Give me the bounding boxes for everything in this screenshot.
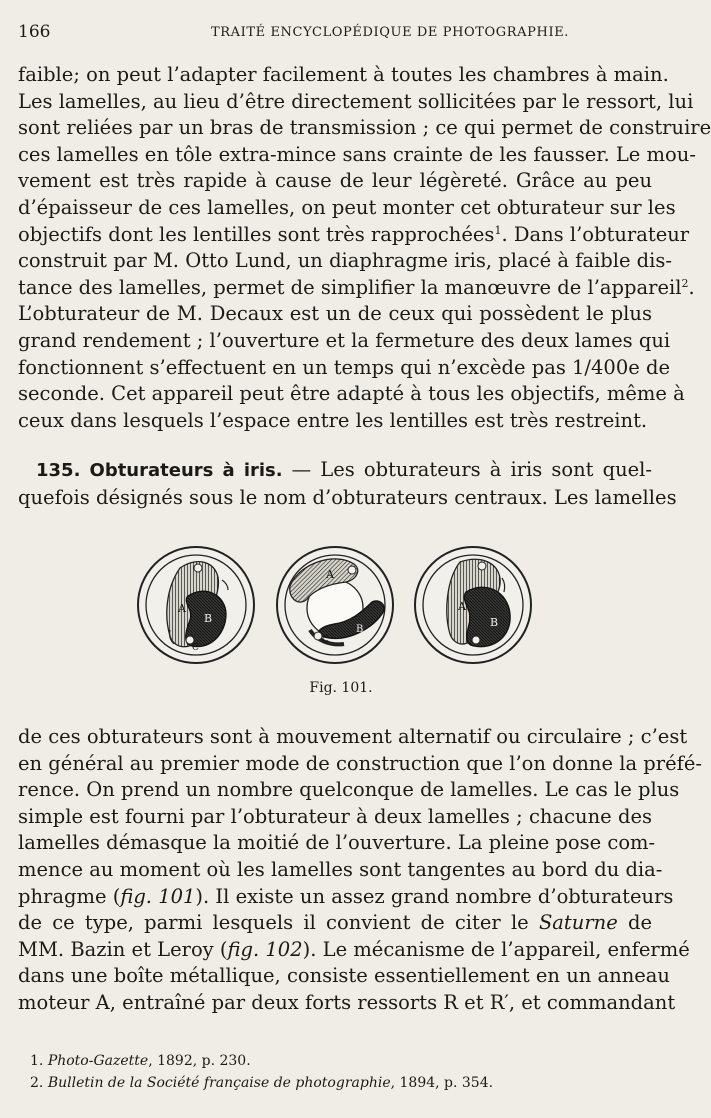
text-line: Les lamelles, au lieu d’être directement sollicitées par le ressort, lui — [18, 89, 694, 113]
text-segment: . Dans l’obturateur — [501, 222, 690, 246]
text-line: rence. On prend un nombre quelconque de lamelles. Le cas le plus — [18, 778, 680, 802]
product-name: Saturne — [538, 911, 618, 935]
footnote-source: Bulletin de la Société française de photographie — [47, 1075, 391, 1091]
text-line: mence au moment où les lamelles sont tangentes au bord du dia- — [18, 857, 663, 881]
text-segment: de — [617, 911, 652, 935]
text-line: sont reliées par un bras de transmission ; ce qui permet de construire — [18, 116, 711, 140]
section-135 — [18, 457, 677, 511]
text-line: construit par M. Otto Lund, un diaphragme iris, placé à faible dis- — [18, 249, 672, 273]
text-line: L’obturateur de M. Decaux est un de ceux qui possèdent le plus — [18, 302, 652, 326]
shutter-diagram-returning — [415, 547, 531, 663]
text-line: simple est fourni par l’obturateur à deux lamelles ; chacune des — [18, 804, 652, 828]
leaf-label-c: C — [322, 635, 329, 645]
footnote-source: Photo-Gazette — [47, 1053, 149, 1069]
text-line: vement est très rapide à cause de leur légèreté. Grâce au peu — [18, 169, 652, 193]
footnotes — [30, 1050, 493, 1094]
footnote-detail: , 1892, p. 230. — [148, 1053, 251, 1069]
text-line: fonctionnent s’effectuent en un temps qui n’excède pas 1/400e de — [18, 355, 670, 379]
footnote-detail: , 1894, p. 354. — [390, 1075, 494, 1091]
text-line — [18, 910, 652, 937]
leaf-label-b: B — [356, 624, 364, 635]
leaf-label-a: A — [326, 568, 334, 581]
text-line — [18, 222, 690, 249]
text-segment: de ce type, parmi lesquels il convient de citer le — [18, 911, 539, 935]
text-line: ces lamelles en tôle extra-mince sans crainte de les fausser. Le mou- — [18, 142, 696, 166]
text-line: faible; on peut l’adapter facilement à toutes les chambres à main. — [18, 63, 669, 86]
shutter-diagram-open — [277, 547, 393, 663]
text-segment: MM. Bazin et Leroy ( — [18, 937, 228, 961]
text-line: dans une boîte métallique, consiste essentiellement en un anneau — [18, 964, 670, 988]
section-title: Obturateurs à iris. — [89, 460, 283, 481]
leaf-label-b: B — [490, 616, 499, 629]
footnote-2 — [30, 1072, 493, 1094]
text-line: en général au premier mode de construction que l’on donne la préfé- — [18, 751, 702, 775]
figure-illustration — [130, 540, 530, 680]
text-line: grand rendement ; l’ouverture et la fermeture des deux lames qui — [18, 328, 671, 352]
footnote-number: 1. — [30, 1053, 48, 1069]
text-segment: ). Le mécanisme de l’appareil, enfermé — [302, 937, 690, 961]
text-segment: objectifs dont les lentilles sont très rapprochées — [18, 222, 495, 246]
text-segment: phragme ( — [18, 884, 121, 908]
text-line — [18, 457, 652, 485]
page-header — [18, 22, 652, 46]
text-segment: ). Il existe un assez grand nombre d’obturateurs — [195, 884, 674, 908]
text-segment: . — [688, 275, 695, 299]
section-number: 135. — [36, 460, 81, 481]
leaf-label-c: C — [192, 643, 199, 653]
figure-reference: fig. 101 — [120, 884, 196, 908]
running-head: TRAITÉ ENCYCLOPÉDIQUE DE PHOTOGRAPHIE. — [210, 25, 570, 40]
text-line: ceux dans lesquels l’espace entre les lentilles est très restreint. — [18, 408, 648, 432]
footnote-1 — [30, 1050, 493, 1072]
page-number: 166 — [18, 22, 51, 42]
leaf-label-a: A — [458, 600, 466, 613]
text-line: d’épaisseur de ces lamelles, on peut monter cet obturateur sur les — [18, 195, 676, 219]
text-line: de ces obturateurs sont à mouvement alternatif ou circulaire ; c’est — [18, 725, 688, 748]
figure-101-shutter-diagrams — [130, 540, 530, 680]
text-line: moteur A, entraîné par deux forts ressorts R et R′, et commandant — [18, 990, 676, 1014]
footnote-number: 2. — [30, 1075, 48, 1091]
text-line — [18, 275, 695, 302]
text-line — [18, 884, 674, 911]
text-line — [18, 937, 690, 964]
paragraph-shutter-lamelles — [18, 62, 711, 434]
footnote-ref-2[interactable]: 2 — [681, 276, 689, 290]
text-line: quefois désignés sous le nom d’obturateurs centraux. Les lamelles — [18, 485, 677, 509]
text-segment: tance des lamelles, permet de simplifier la manœuvre de l’appareil — [18, 275, 682, 299]
text-line: lamelles démasque la moitié de l’ouverture. La pleine pose com- — [18, 831, 656, 855]
leaf-label-a: A — [178, 602, 186, 615]
text-segment: — Les obturateurs à iris sont quel- — [282, 458, 652, 481]
footnote-ref-1[interactable]: 1 — [494, 223, 502, 237]
paragraph-iris-shutters — [18, 724, 702, 1017]
figure-reference: fig. 102 — [227, 937, 303, 961]
text-line: seconde. Cet appareil peut être adapté à tous les objectifs, même à — [18, 382, 685, 406]
shutter-diagram-closed — [138, 547, 254, 663]
leaf-label-b: B — [204, 612, 213, 625]
figure-caption: Fig. 101. — [309, 680, 373, 696]
